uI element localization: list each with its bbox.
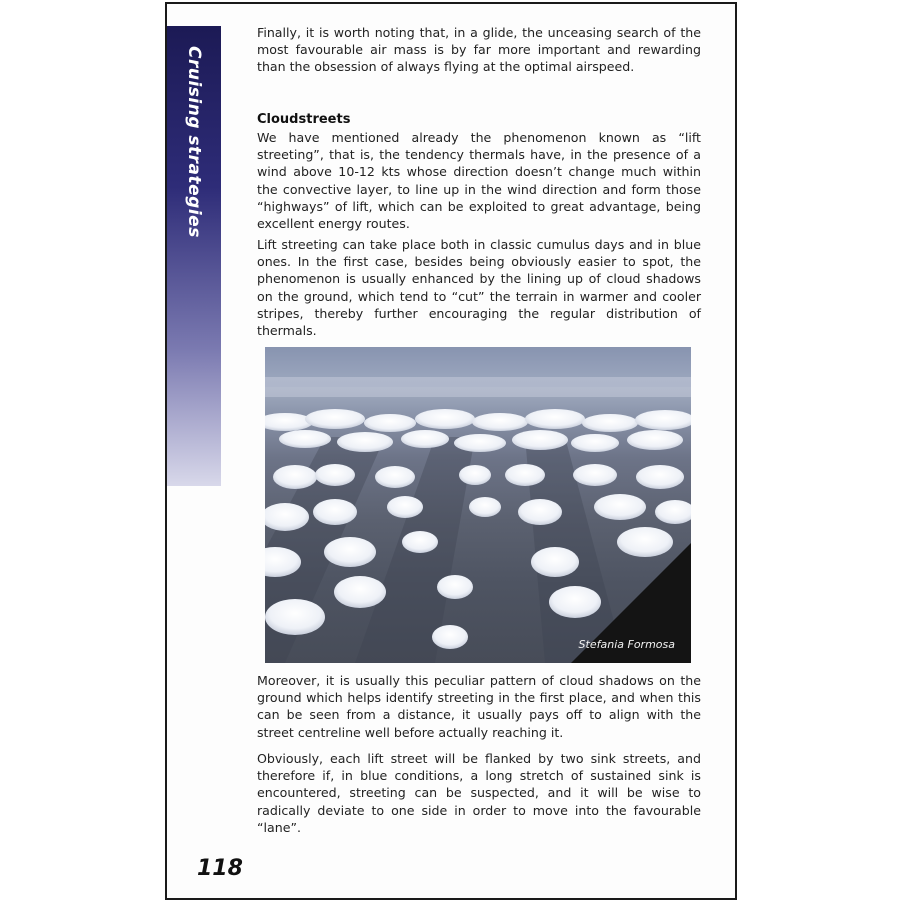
chapter-title: Cruising strategies <box>184 46 204 238</box>
paragraph-3: Lift streeting can take place both in classic cumulus days and in blue ones. In the first case, besides being obviously easier to spot, the phenomenon is usually enhanced by the lining up of cloud shadows on the ground, which tend to “cut” the terrain in warmer and cooler stripes, thereby further encouraging the regular distribution of thermals. <box>257 237 701 339</box>
chapter-side-tab <box>167 26 221 486</box>
section-heading: Cloudstreets <box>257 112 351 127</box>
cloudstreet-photo <box>265 347 691 663</box>
paragraph-5: Obviously, each lift street will be flanked by two sink streets, and therefore if, in blue conditions, a long stretch of sustained sink is encountered, streeting can be suspected, and it will be wise to radically deviate to one side in order to move into the favourable “lane”. <box>257 751 701 835</box>
book-page <box>165 2 737 900</box>
photo-credit: Stefania Formosa <box>578 638 675 651</box>
page-number: 118 <box>197 856 243 881</box>
paragraph-4: Moreover, it is usually this peculiar pattern of cloud shadows on the ground which helps identify streeting in the first place, and when this can be seen from a distance, it usually pays off to align with the street centreline well before actually reaching it. <box>257 673 701 740</box>
paragraph-2: We have mentioned already the phenomenon known as “lift streeting”, that is, the tendency thermals have, in the presence of a wind above 10-12 kts whose direction doesn’t change much within the convective layer, to line up in the wind direction and form those “highways” of lift, which can be exploited to great advantage, being excellent energy routes. <box>257 130 701 232</box>
paragraph-1: Finally, it is worth noting that, in a glide, the unceasing search of the most favourable air mass is by far more important and rewarding than the obsession of always flying at the optimal airspeed. <box>257 25 701 75</box>
